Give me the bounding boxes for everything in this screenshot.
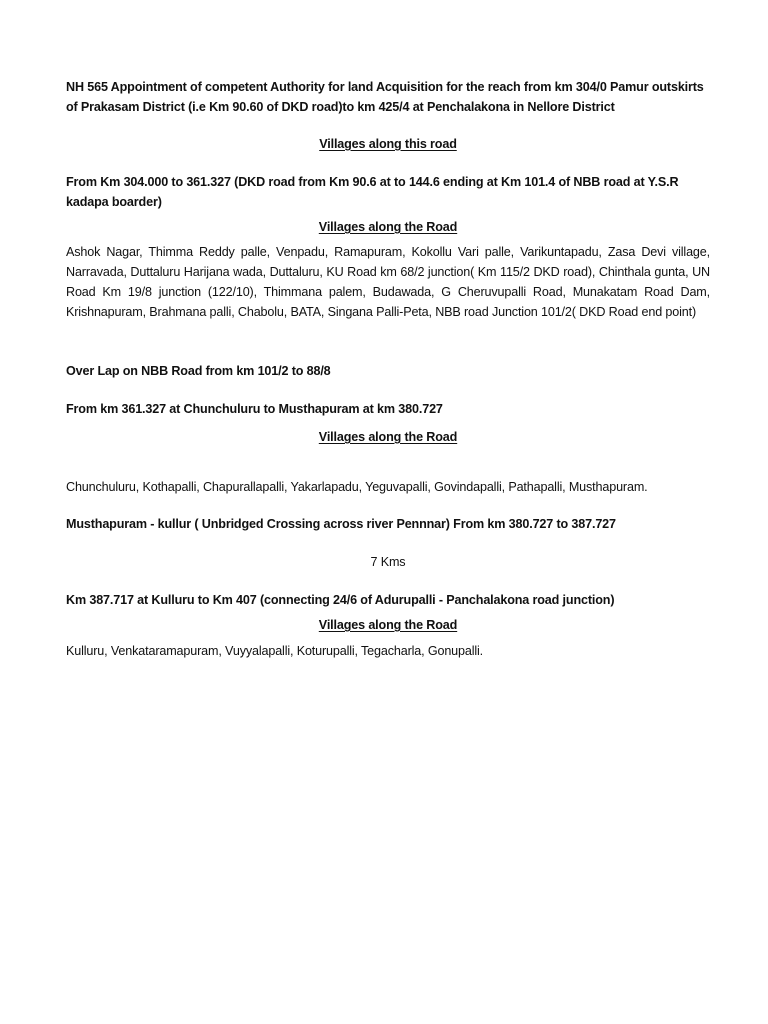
section3-villages: Kulluru, Venkataramapuram, Vuyyalapalli, Koturupalli, Tegacharla, Gonupalli. [66, 644, 484, 658]
crossing-distance: 7 Kms [370, 555, 406, 569]
section2-heading-text: Villages along the Road [318, 430, 458, 444]
section1-range: From Km 304.000 to 361.327 (DKD road from Km 90.6 at to 144.6 ending at Km 101.4 of NBB road at Y.S.R kadapa boarder) [66, 175, 679, 209]
section1-villages: Ashok Nagar, Thimma Reddy palle, Venpadu, Ramapuram, Kokollu Vari palle, Varikuntapadu, Zasa Devi village, Narravada, Duttaluru Harijana wada, Duttaluru, KU Road km 68/2 junction( Km 115/2 DKD road), Chinthala gunta, UN Road Km 19/8 junction (122/10), Thimmana palem, Budawada, G Cheruvupalli Road, Munakatam Road Dam, Krishnapuram, Brahmana palli, Chabolu, BATA, Singana Palli-Peta, NBB road Junction 101/2( DKD Road end point) [66, 245, 710, 319]
river-crossing: Musthapuram - kullur ( Unbridged Crossing across river Pennnar) From km 380.727 to 387.727 [66, 517, 616, 531]
section2-villages: Chunchuluru, Kothapalli, Chapurallapalli, Yakarlapadu, Yeguvapalli, Govindapalli, Pathapalli, Musthapuram. [66, 480, 648, 494]
section3-heading-text: Villages along the Road [318, 618, 458, 632]
section2-range: From km 361.327 at Chunchuluru to Musthapuram at km 380.727 [66, 402, 443, 416]
overlap-note: Over Lap on NBB Road from km 101/2 to 88/8 [66, 364, 331, 378]
villages-heading-text: Villages along this road [319, 137, 457, 151]
document-page [66, 0, 710, 1024]
section1-heading [66, 217, 710, 237]
section1-heading-text: Villages along the Road [318, 220, 458, 234]
document-title: NH 565 Appointment of competent Authority for land Acquisition for the reach from km 304/0 Pamur outskirts of Prakasam District (i.e Km 90.60 of DKD road)to km 425/4 at Penchalakona in Nellore District [66, 80, 704, 114]
villages-along-this-road-heading [66, 134, 710, 154]
section2-heading [66, 427, 710, 447]
section3-heading [66, 615, 710, 635]
section3-range: Km 387.717 at Kulluru to Km 407 (connecting 24/6 of Adurupalli - Panchalakona road junction) [66, 593, 615, 607]
